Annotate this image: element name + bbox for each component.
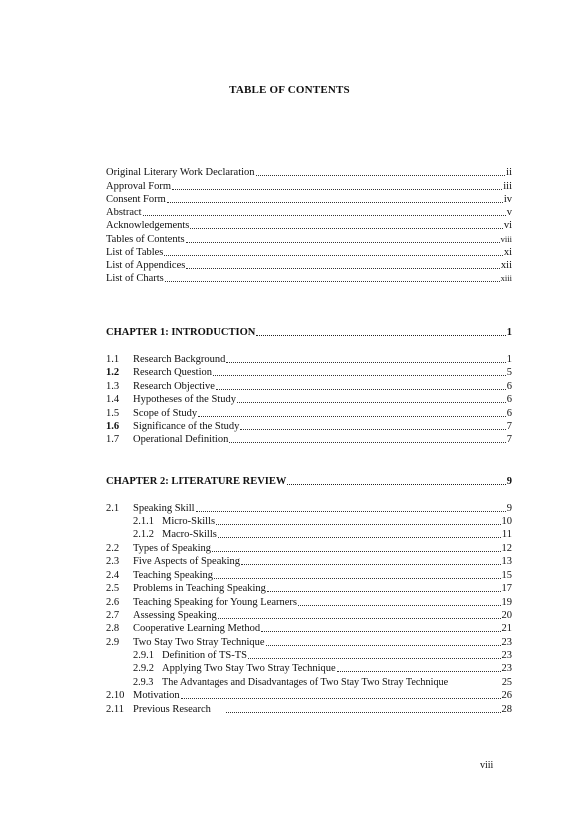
- section-page: 28: [501, 704, 512, 715]
- toc-entry-front[interactable]: [106, 272, 512, 285]
- section-page: 23: [501, 637, 512, 648]
- section-label: Speaking Skill: [133, 503, 195, 514]
- section-number: 1.1: [106, 354, 120, 365]
- section-label: Scope of Study: [133, 408, 198, 419]
- section-label: Operational Definition: [133, 434, 229, 445]
- toc-subsection[interactable]: [133, 676, 512, 689]
- toc-section[interactable]: [106, 703, 512, 716]
- toc-section[interactable]: [106, 353, 512, 366]
- chapter-label: CHAPTER 1: INTRODUCTION: [106, 327, 256, 338]
- section-label: Previous Research: [133, 704, 211, 715]
- section-page: 6: [506, 408, 512, 419]
- section-label: Teaching Speaking: [133, 570, 214, 581]
- dot-leader: [267, 582, 501, 592]
- page-title: TABLE OF CONTENTS: [229, 84, 350, 96]
- section-page: 6: [506, 394, 512, 405]
- dot-leader: [256, 326, 505, 336]
- dot-leader: [216, 515, 500, 525]
- toc-entry-front[interactable]: [106, 246, 512, 259]
- toc-entry-front[interactable]: [106, 193, 512, 206]
- toc-entry-page: viii: [500, 234, 512, 244]
- dot-leader: [172, 180, 502, 190]
- dot-leader: [449, 676, 501, 686]
- toc-entry-label: Tables of Contents: [106, 234, 185, 245]
- toc-subsection[interactable]: [133, 515, 512, 528]
- section-number: 2.6: [106, 597, 120, 608]
- subsection-page: 25: [501, 677, 512, 688]
- toc-subsection[interactable]: [133, 662, 512, 675]
- subsection-page: 23: [501, 663, 512, 674]
- toc-entry-label: Abstract: [106, 207, 142, 218]
- dot-leader: [196, 502, 506, 512]
- subsection-label: Definition of TS-TS: [162, 650, 247, 661]
- toc-section[interactable]: [106, 689, 512, 702]
- section-label: Cooperative Learning Method: [133, 623, 261, 634]
- toc-entry-front[interactable]: [106, 233, 512, 246]
- dot-leader: [167, 193, 503, 203]
- toc-entry-label: Acknowledgements: [106, 220, 190, 231]
- dot-leader: [229, 433, 505, 443]
- section-label: Assessing Speaking: [133, 610, 217, 621]
- subsection-page: 23: [501, 650, 512, 661]
- toc-entry-label: Original Literary Work Declaration: [106, 167, 255, 178]
- section-label: Problems in Teaching Speaking: [133, 583, 266, 594]
- section-number: 2.1: [106, 503, 120, 514]
- toc-section[interactable]: [106, 569, 512, 582]
- subsection-label: Micro-Skills: [162, 516, 216, 527]
- section-page: 26: [501, 690, 512, 701]
- section-label: Motivation: [133, 690, 180, 701]
- section-page: 7: [506, 434, 512, 445]
- section-label: Teaching Speaking for Young Learners: [133, 597, 298, 608]
- subsection-page: 11: [501, 529, 512, 540]
- dot-leader: [298, 596, 500, 606]
- section-label: Research Objective: [133, 381, 215, 392]
- toc-entry-front[interactable]: [106, 180, 512, 193]
- toc-entry-front[interactable]: [106, 166, 512, 179]
- section-label: Two Stay Two Stray Technique: [133, 637, 265, 648]
- toc-section[interactable]: [106, 393, 512, 406]
- section-number: 2.5: [106, 583, 120, 594]
- toc-section[interactable]: [106, 542, 512, 555]
- toc-section[interactable]: [106, 609, 512, 622]
- subsection-number: 2.9.1: [133, 650, 154, 661]
- section-number: 1.7: [106, 434, 120, 445]
- toc-chapter-1[interactable]: [106, 326, 512, 339]
- dot-leader: [190, 219, 502, 229]
- subsection-label: Applying Two Stay Two Stray Technique: [162, 663, 336, 674]
- subsection-number: 2.1.2: [133, 529, 154, 540]
- chapter-page: 1: [506, 327, 512, 338]
- toc-entry-page: vi: [503, 220, 512, 231]
- dot-leader: [218, 528, 501, 538]
- dot-leader: [287, 475, 505, 485]
- dot-leader: [186, 233, 500, 243]
- toc-section[interactable]: [106, 555, 512, 568]
- section-page: 19: [501, 597, 512, 608]
- toc-section[interactable]: [106, 596, 512, 609]
- toc-section[interactable]: [106, 366, 512, 379]
- section-page: 1: [506, 354, 512, 365]
- toc-entry-front[interactable]: [106, 259, 512, 272]
- section-number: 2.7: [106, 610, 120, 621]
- dot-leader: [181, 689, 501, 699]
- dot-leader: [218, 609, 501, 619]
- section-label: Types of Speaking: [133, 543, 212, 554]
- section-number: 2.8: [106, 623, 120, 634]
- dot-leader: [248, 649, 501, 659]
- dot-leader: [266, 636, 501, 646]
- chapter-page: 9: [506, 476, 512, 487]
- section-page: 17: [501, 583, 512, 594]
- dot-leader: [226, 353, 505, 363]
- toc-entry-label: Consent Form: [106, 194, 166, 205]
- section-page: 5: [506, 367, 512, 378]
- section-label: Research Background: [133, 354, 226, 365]
- subsection-number: 2.1.1: [133, 516, 154, 527]
- section-number: 2.3: [106, 556, 120, 567]
- toc-section[interactable]: [106, 420, 512, 433]
- dot-leader: [164, 246, 502, 256]
- section-label: Five Aspects of Speaking: [133, 556, 241, 567]
- toc-section[interactable]: [106, 433, 512, 446]
- toc-entry-front[interactable]: [106, 206, 512, 219]
- toc-section[interactable]: [106, 407, 512, 420]
- dot-leader: [240, 420, 505, 430]
- section-number: 1.3: [106, 381, 120, 392]
- section-number: 2.9: [106, 637, 120, 648]
- toc-entry-front[interactable]: [106, 219, 512, 232]
- section-page: 12: [501, 543, 512, 554]
- toc-section[interactable]: [106, 380, 512, 393]
- dot-leader: [337, 662, 501, 672]
- section-number: 2.2: [106, 543, 120, 554]
- dot-leader: [165, 272, 500, 282]
- dot-leader: [213, 366, 506, 376]
- dot-leader: [214, 569, 500, 579]
- dot-leader: [198, 407, 506, 417]
- toc-entry-page: iv: [503, 194, 512, 205]
- toc-entry-label: List of Tables: [106, 247, 164, 258]
- toc-section[interactable]: [106, 622, 512, 635]
- section-number: 2.10: [106, 690, 125, 701]
- toc-section[interactable]: [106, 582, 512, 595]
- section-number: 1.6: [106, 421, 120, 432]
- toc-section[interactable]: [106, 636, 512, 649]
- section-number: 1.4: [106, 394, 120, 405]
- subsection-number: 2.9.2: [133, 663, 154, 674]
- dot-leader: [261, 622, 500, 632]
- toc-entry-page: iii: [503, 181, 512, 192]
- section-page: 15: [501, 570, 512, 581]
- section-page: 9: [506, 503, 512, 514]
- section-page: 6: [506, 381, 512, 392]
- section-number: 1.2: [106, 367, 120, 378]
- dot-leader: [212, 542, 500, 552]
- page-number-footer: viii: [480, 760, 494, 771]
- dot-leader: [256, 166, 506, 176]
- chapter-label: CHAPTER 2: LITERATURE REVIEW: [106, 476, 287, 487]
- toc-entry-page: xii: [500, 260, 512, 271]
- dot-leader: [226, 703, 501, 713]
- toc-entry-label: Approval Form: [106, 181, 172, 192]
- section-number: 1.5: [106, 408, 120, 419]
- dot-leader: [216, 380, 506, 390]
- section-label: Research Question: [133, 367, 213, 378]
- section-page: 20: [501, 610, 512, 621]
- toc-entry-page: ii: [506, 167, 512, 178]
- dot-leader: [241, 555, 500, 565]
- toc-subsection[interactable]: [133, 528, 512, 541]
- toc-subsection[interactable]: [133, 649, 512, 662]
- toc-entry-label: List of Appendices: [106, 260, 186, 271]
- section-label: Significance of the Study: [133, 421, 240, 432]
- toc-chapter-2[interactable]: [106, 475, 512, 488]
- section-page: 13: [501, 556, 512, 567]
- subsection-page: 10: [501, 516, 512, 527]
- toc-entry-page: xiii: [500, 273, 512, 283]
- dot-leader: [186, 259, 500, 269]
- toc-section[interactable]: [106, 502, 512, 515]
- subsection-label: Macro-Skills: [162, 529, 217, 540]
- subsection-number: 2.9.3: [133, 677, 154, 688]
- section-label: Hypotheses of the Study: [133, 394, 236, 405]
- toc-entry-page: xi: [503, 247, 512, 258]
- dot-leader: [143, 206, 506, 216]
- section-page: 7: [506, 421, 512, 432]
- dot-leader: [237, 393, 506, 403]
- section-page: 21: [501, 623, 512, 634]
- subsection-label: The Advantages and Disadvantages of Two Stay Two Stray Technique: [162, 677, 449, 688]
- section-number: 2.11: [106, 704, 124, 715]
- toc-entry-label: List of Charts: [106, 273, 164, 284]
- toc-entry-page: v: [506, 207, 512, 218]
- section-number: 2.4: [106, 570, 120, 581]
